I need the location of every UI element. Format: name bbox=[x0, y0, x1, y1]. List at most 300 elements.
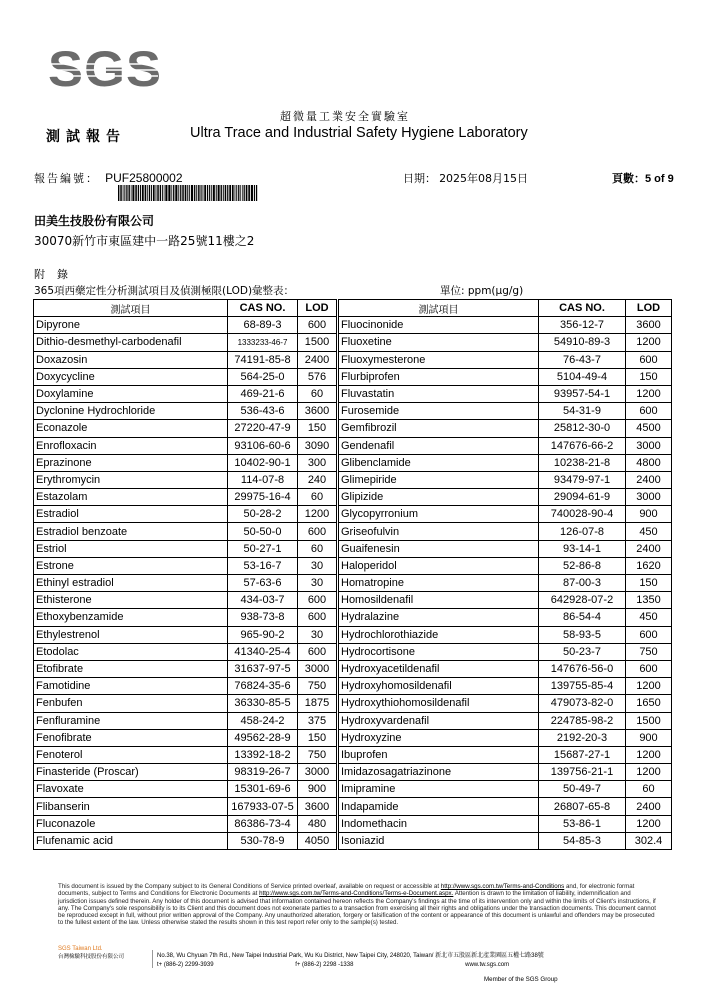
test-item: Griseofulvin bbox=[338, 523, 539, 540]
lod-value: 3090 bbox=[298, 437, 338, 454]
barcode-bar bbox=[218, 185, 220, 201]
terms-link[interactable]: http://www.sgs.com.tw/Terms-and-Conditions bbox=[440, 883, 565, 890]
test-item: Erythromycin bbox=[34, 471, 228, 488]
footer-disclaimer bbox=[58, 883, 658, 927]
barcode-bar bbox=[187, 185, 188, 201]
test-item: Fenfluramine bbox=[34, 712, 228, 729]
barcode-bar bbox=[132, 185, 134, 201]
table-row bbox=[34, 746, 672, 763]
table-row bbox=[34, 660, 672, 677]
lod-value: 300 bbox=[298, 454, 338, 471]
date-value: 2025年08月15日 bbox=[439, 172, 529, 185]
barcode-bar bbox=[128, 185, 129, 201]
test-item: Glipizide bbox=[338, 489, 539, 506]
cas-number: 458-24-2 bbox=[228, 712, 298, 729]
table-row bbox=[34, 368, 672, 385]
lod-value: 900 bbox=[626, 729, 672, 746]
header-lod: LOD bbox=[626, 300, 672, 317]
cas-number: 76-43-7 bbox=[539, 351, 626, 368]
barcode-bar bbox=[175, 185, 177, 201]
lod-value: 60 bbox=[298, 385, 338, 402]
lod-value: 4500 bbox=[626, 420, 672, 437]
lod-value: 60 bbox=[298, 489, 338, 506]
lod-value: 600 bbox=[298, 643, 338, 660]
test-item: Haloperidol bbox=[338, 557, 539, 574]
barcode-bar bbox=[227, 185, 228, 201]
test-item: Ethoxybenzamide bbox=[34, 609, 228, 626]
test-item: Glibenclamide bbox=[338, 454, 539, 471]
barcode-bar bbox=[147, 185, 148, 201]
barcode-bar bbox=[135, 185, 137, 201]
table-row bbox=[34, 317, 672, 334]
cas-number: 49562-28-9 bbox=[228, 729, 298, 746]
cas-number: 53-16-7 bbox=[228, 557, 298, 574]
barcode-bar bbox=[213, 185, 215, 201]
barcode-bar bbox=[235, 185, 236, 201]
report-number-label: 報告編號： bbox=[34, 172, 99, 185]
lod-value: 3600 bbox=[298, 403, 338, 420]
cas-number: 50-23-7 bbox=[539, 643, 626, 660]
cas-number: 5104-49-4 bbox=[539, 368, 626, 385]
lod-value: 900 bbox=[298, 781, 338, 798]
cas-number: 1333233-46-7 bbox=[228, 334, 298, 351]
lod-value: 4800 bbox=[626, 454, 672, 471]
cas-number: 68-89-3 bbox=[228, 317, 298, 334]
lod-value: 600 bbox=[298, 609, 338, 626]
fax-number: f+ (886-2) 2298 -1338 bbox=[295, 962, 354, 968]
lod-value: 1650 bbox=[626, 695, 672, 712]
test-item: Isoniazid bbox=[338, 832, 539, 849]
lod-value: 1875 bbox=[298, 695, 338, 712]
test-item: Ethinyl estradiol bbox=[34, 575, 228, 592]
cas-number: 58-93-5 bbox=[539, 626, 626, 643]
cas-number: 10402-90-1 bbox=[228, 454, 298, 471]
lod-value: 3000 bbox=[298, 764, 338, 781]
lod-value: 1500 bbox=[298, 334, 338, 351]
cas-number: 126-07-8 bbox=[539, 523, 626, 540]
cas-number: 57-63-6 bbox=[228, 575, 298, 592]
barcode-bar bbox=[182, 185, 183, 201]
lod-value: 480 bbox=[298, 815, 338, 832]
barcode-bar bbox=[178, 185, 179, 201]
barcode-bar bbox=[194, 185, 195, 201]
cas-number: 50-50-0 bbox=[228, 523, 298, 540]
cas-number: 139755-85-4 bbox=[539, 678, 626, 695]
table-row bbox=[34, 781, 672, 798]
barcode-bar bbox=[221, 185, 222, 201]
test-item: Etodolac bbox=[34, 643, 228, 660]
table-row bbox=[34, 557, 672, 574]
company-name-en: SGS Taiwan Ltd. bbox=[58, 946, 103, 952]
test-item: Eprazinone bbox=[34, 454, 228, 471]
test-item: Guaifenesin bbox=[338, 540, 539, 557]
lod-value: 750 bbox=[626, 643, 672, 660]
cas-number: 93-14-1 bbox=[539, 540, 626, 557]
header-test-item: 測試項目 bbox=[34, 300, 228, 317]
lod-value: 600 bbox=[298, 523, 338, 540]
test-item: Flurbiprofen bbox=[338, 368, 539, 385]
test-item: Flibanserin bbox=[34, 798, 228, 815]
lod-value: 3000 bbox=[298, 660, 338, 677]
lod-value: 450 bbox=[626, 523, 672, 540]
lod-value: 1200 bbox=[626, 678, 672, 695]
barcode-bar bbox=[189, 185, 190, 201]
company-address: No.38, Wu Chyuan 7th Rd., New Taipei Industrial Park, Wu Ku District, New Taipei City, 248020, Taiwan/ 新北市五股區新北產業園區五權七路38號 bbox=[157, 953, 544, 959]
test-item: Fenofibrate bbox=[34, 729, 228, 746]
table-row bbox=[34, 523, 672, 540]
cas-number: 26807-65-8 bbox=[539, 798, 626, 815]
test-item: Enrofloxacin bbox=[34, 437, 228, 454]
table-row bbox=[34, 592, 672, 609]
barcode-bar bbox=[229, 185, 231, 201]
test-item: Etofibrate bbox=[34, 660, 228, 677]
cas-number: 86386-73-4 bbox=[228, 815, 298, 832]
lod-value: 1200 bbox=[626, 764, 672, 781]
table-row bbox=[34, 729, 672, 746]
cas-number: 356-12-7 bbox=[539, 317, 626, 334]
cas-number: 15687-27-1 bbox=[539, 746, 626, 763]
terms-e-document-link[interactable]: http://www.sgs.com.tw/Terms-and-Conditions/Terms-e-Document.aspx. bbox=[259, 890, 454, 898]
test-item: Hydroxyzine bbox=[338, 729, 539, 746]
barcode-bar bbox=[223, 185, 224, 201]
barcode-bar bbox=[120, 185, 121, 201]
lod-value: 240 bbox=[298, 471, 338, 488]
lod-value: 30 bbox=[298, 575, 338, 592]
test-item: Famotidine bbox=[34, 678, 228, 695]
cas-number: 36330-85-5 bbox=[228, 695, 298, 712]
barcode-bar bbox=[180, 185, 181, 201]
cas-number: 93106-60-6 bbox=[228, 437, 298, 454]
lod-value: 2400 bbox=[626, 540, 672, 557]
table-row bbox=[34, 832, 672, 849]
barcode-bar bbox=[131, 185, 132, 201]
lod-value: 450 bbox=[626, 609, 672, 626]
barcode-bar bbox=[168, 185, 170, 201]
cas-number: 53-86-1 bbox=[539, 815, 626, 832]
cas-number: 469-21-6 bbox=[228, 385, 298, 402]
table-row bbox=[34, 506, 672, 523]
cas-number: 86-54-4 bbox=[539, 609, 626, 626]
test-item: Dyclonine Hydrochloride bbox=[34, 403, 228, 420]
cas-number: 965-90-2 bbox=[228, 626, 298, 643]
client-name: 田美生技股份有限公司 bbox=[34, 214, 155, 228]
disclaimer-text-1: This document is issued by the Company subject to its General Conditions of Service printed overleaf, available on request or accessible at bbox=[58, 883, 441, 890]
test-item: Doxylamine bbox=[34, 385, 228, 402]
lab-name-en: Ultra Trace and Industrial Safety Hygiene Laboratory bbox=[190, 125, 528, 141]
test-item: Doxazosin bbox=[34, 351, 228, 368]
lod-value: 2400 bbox=[626, 471, 672, 488]
cas-number: 98319-26-7 bbox=[228, 764, 298, 781]
lod-value: 2400 bbox=[298, 351, 338, 368]
report-number bbox=[34, 170, 183, 186]
cas-number: 54-85-3 bbox=[539, 832, 626, 849]
table-row bbox=[34, 815, 672, 832]
barcode-bar bbox=[201, 185, 202, 201]
barcode-bar bbox=[160, 185, 161, 201]
test-item: Homosildenafil bbox=[338, 592, 539, 609]
barcode-bar bbox=[198, 185, 199, 201]
test-item: Ethisterone bbox=[34, 592, 228, 609]
company-name-cn: 台灣檢驗科技股份有限公司 bbox=[58, 954, 125, 960]
cas-number: 54-31-9 bbox=[539, 403, 626, 420]
barcode-bar bbox=[157, 185, 158, 201]
barcode-bar bbox=[216, 185, 217, 201]
barcode-bar bbox=[248, 185, 250, 201]
barcode-bar bbox=[242, 185, 243, 201]
barcode-bar bbox=[173, 185, 174, 201]
test-item: Estradiol benzoate bbox=[34, 523, 228, 540]
barcode-bar bbox=[124, 185, 125, 201]
test-item: Fluconazole bbox=[34, 815, 228, 832]
lod-value: 750 bbox=[298, 678, 338, 695]
phone-number: t+ (886-2) 2299-3939 bbox=[157, 962, 214, 968]
lod-value: 1200 bbox=[626, 746, 672, 763]
cas-number: 139756-21-1 bbox=[539, 764, 626, 781]
cas-number: 41340-25-4 bbox=[228, 643, 298, 660]
table-row bbox=[34, 643, 672, 660]
barcode-bar bbox=[149, 185, 150, 201]
website: www.tw.sgs.com bbox=[465, 962, 510, 968]
lod-value: 4050 bbox=[298, 832, 338, 849]
barcode-bar bbox=[118, 185, 119, 201]
cas-number: 50-49-7 bbox=[539, 781, 626, 798]
barcode-bar bbox=[165, 185, 167, 201]
header-test-item: 測試項目 bbox=[338, 300, 539, 317]
lod-value: 1200 bbox=[298, 506, 338, 523]
barcode-bar bbox=[126, 185, 127, 201]
cas-number: 54910-89-3 bbox=[539, 334, 626, 351]
table-row bbox=[34, 678, 672, 695]
barcode-bar bbox=[225, 185, 227, 201]
test-item: Estradiol bbox=[34, 506, 228, 523]
lod-value: 600 bbox=[298, 592, 338, 609]
report-date bbox=[403, 170, 528, 186]
test-item: Homatropine bbox=[338, 575, 539, 592]
header-cas-no: CAS NO. bbox=[228, 300, 298, 317]
test-item: Flavoxate bbox=[34, 781, 228, 798]
test-item: Ethylestrenol bbox=[34, 626, 228, 643]
test-item: Hydroxyhomosildenafil bbox=[338, 678, 539, 695]
barcode-bar bbox=[254, 185, 255, 201]
test-item: Hydroxyacetildenafil bbox=[338, 660, 539, 677]
table-row bbox=[34, 712, 672, 729]
cas-number: 642928-07-2 bbox=[539, 592, 626, 609]
barcode-bar bbox=[145, 185, 147, 201]
table-row bbox=[34, 385, 672, 402]
cas-number: 147676-56-0 bbox=[539, 660, 626, 677]
test-item: Hydroxythiohomosildenafil bbox=[338, 695, 539, 712]
test-item: Finasteride (Proscar) bbox=[34, 764, 228, 781]
test-item: Fluocinonide bbox=[338, 317, 539, 334]
disclaimer-text-2: and, for electronic format documents, subject to Terms and Conditions for Electronic Documents at bbox=[58, 883, 635, 898]
lod-value: 1200 bbox=[626, 815, 672, 832]
disclaimer-text-3: Attention is drawn to the limitation of liability, indemnification and jurisdiction issues defined therein. Any holder of this document is advised that information contained hereon reflects the Company's findings at the time of its intervention only and within the limits of Client's instructions, if any. The Company's sole responsibility is to its Client and this document does not exonerate parties to a transaction from exercising all their rights and obligations under the transaction documents. This document cannot be reproduced except in full, without prior written approval of the Company. Any unauthorized alteration, forgery or falsification of the content or appearance of this document is unlawful and offenders may be prosecuted to the fullest extent of the law. Unless otherwise stated the results shown in this test report refer only to the sample(s) tested. bbox=[58, 890, 656, 927]
barcode-bar bbox=[142, 185, 144, 201]
test-item: Imidazosagatriazinone bbox=[338, 764, 539, 781]
test-item: Hydrocortisone bbox=[338, 643, 539, 660]
table-row bbox=[34, 403, 672, 420]
lod-value: 30 bbox=[298, 626, 338, 643]
lod-table bbox=[33, 299, 672, 850]
barcode-bar bbox=[256, 185, 257, 201]
barcode bbox=[118, 185, 258, 201]
report-number-value: PUF25800002 bbox=[105, 171, 183, 185]
header-cas-no: CAS NO. bbox=[539, 300, 626, 317]
table-row bbox=[34, 609, 672, 626]
report-title-cn: 測試報告 bbox=[46, 129, 126, 145]
lod-value: 60 bbox=[626, 781, 672, 798]
cas-number: 479073-82-0 bbox=[539, 695, 626, 712]
lod-value: 150 bbox=[298, 729, 338, 746]
barcode-bar bbox=[246, 185, 248, 201]
test-item: Fenbufen bbox=[34, 695, 228, 712]
lod-value: 600 bbox=[626, 403, 672, 420]
lod-value: 3000 bbox=[626, 489, 672, 506]
barcode-bar bbox=[240, 185, 241, 201]
lod-value: 600 bbox=[626, 660, 672, 677]
cas-number: 93957-54-1 bbox=[539, 385, 626, 402]
table-row bbox=[34, 437, 672, 454]
cas-number: 224785-98-2 bbox=[539, 712, 626, 729]
lod-value: 302.4 bbox=[626, 832, 672, 849]
lod-value: 1200 bbox=[626, 385, 672, 402]
barcode-bar bbox=[123, 185, 124, 201]
lod-value: 150 bbox=[626, 368, 672, 385]
table-row bbox=[34, 489, 672, 506]
lod-value: 60 bbox=[298, 540, 338, 557]
lod-value: 600 bbox=[298, 317, 338, 334]
barcode-bar bbox=[140, 185, 141, 201]
table-row bbox=[34, 798, 672, 815]
lod-value: 900 bbox=[626, 506, 672, 523]
cas-number: 938-73-8 bbox=[228, 609, 298, 626]
cas-number: 76824-35-6 bbox=[228, 678, 298, 695]
lod-value: 1620 bbox=[626, 557, 672, 574]
member-of-sgs: Member of the SGS Group bbox=[484, 976, 558, 983]
cas-number: 114-07-8 bbox=[228, 471, 298, 488]
cas-number: 10238-21-8 bbox=[539, 454, 626, 471]
logo-lines bbox=[48, 60, 158, 80]
table-row bbox=[34, 764, 672, 781]
lod-value: 1350 bbox=[626, 592, 672, 609]
cas-number: 93479-97-1 bbox=[539, 471, 626, 488]
test-item: Estriol bbox=[34, 540, 228, 557]
cas-number: 2192-20-3 bbox=[539, 729, 626, 746]
cas-number: 29975-16-4 bbox=[228, 489, 298, 506]
lod-value: 576 bbox=[298, 368, 338, 385]
annex-label: 附錄 bbox=[34, 268, 80, 281]
barcode-bar bbox=[191, 185, 193, 201]
barcode-bar bbox=[244, 185, 245, 201]
cas-number: 25812-30-0 bbox=[539, 420, 626, 437]
lod-value: 150 bbox=[298, 420, 338, 437]
barcode-bar bbox=[204, 185, 206, 201]
table-row bbox=[34, 420, 672, 437]
lod-value: 150 bbox=[626, 575, 672, 592]
barcode-bar bbox=[207, 185, 208, 201]
barcode-bar bbox=[203, 185, 204, 201]
test-item: Flufenamic acid bbox=[34, 832, 228, 849]
barcode-bar bbox=[211, 185, 212, 201]
barcode-bar bbox=[209, 185, 210, 201]
table-header-row bbox=[34, 300, 672, 317]
lod-value: 1500 bbox=[626, 712, 672, 729]
barcode-bar bbox=[171, 185, 172, 201]
test-item: Estrone bbox=[34, 557, 228, 574]
cas-number: 52-86-8 bbox=[539, 557, 626, 574]
test-item: Hydroxyvardenafil bbox=[338, 712, 539, 729]
cas-number: 564-25-0 bbox=[228, 368, 298, 385]
table-row bbox=[34, 454, 672, 471]
table-row bbox=[34, 695, 672, 712]
cas-number: 31637-97-5 bbox=[228, 660, 298, 677]
header-lod: LOD bbox=[298, 300, 338, 317]
page-number bbox=[612, 170, 674, 186]
cas-number: 27220-47-9 bbox=[228, 420, 298, 437]
date-label: 日期： bbox=[403, 172, 436, 185]
table-row bbox=[34, 575, 672, 592]
barcode-bar bbox=[162, 185, 163, 201]
test-item: Ibuprofen bbox=[338, 746, 539, 763]
test-item: Fluoxymesterone bbox=[338, 351, 539, 368]
barcode-bar bbox=[196, 185, 197, 201]
page-label: 頁數： bbox=[612, 172, 645, 185]
test-item: Hydrochlorothiazide bbox=[338, 626, 539, 643]
cas-number: 74191-85-8 bbox=[228, 351, 298, 368]
barcode-bar bbox=[156, 185, 157, 201]
page-value: 5 of 9 bbox=[645, 173, 674, 185]
barcode-bar bbox=[251, 185, 253, 201]
barcode-bar bbox=[153, 185, 155, 201]
cas-number: 434-03-7 bbox=[228, 592, 298, 609]
test-item: Glimepiride bbox=[338, 471, 539, 488]
barcode-bar bbox=[238, 185, 239, 201]
test-item: Furosemide bbox=[338, 403, 539, 420]
cas-number: 29094-61-9 bbox=[539, 489, 626, 506]
lod-value: 375 bbox=[298, 712, 338, 729]
barcode-bar bbox=[164, 185, 165, 201]
barcode-bar bbox=[185, 185, 187, 201]
lod-value: 3600 bbox=[298, 798, 338, 815]
lod-value: 30 bbox=[298, 557, 338, 574]
cas-number: 50-27-1 bbox=[228, 540, 298, 557]
test-item: Fluoxetine bbox=[338, 334, 539, 351]
unit-label: 單位: ppm(μg/g) bbox=[440, 285, 524, 297]
cas-number: 147676-66-2 bbox=[539, 437, 626, 454]
lod-value: 3000 bbox=[626, 437, 672, 454]
table-row bbox=[34, 540, 672, 557]
lod-value: 750 bbox=[298, 746, 338, 763]
barcode-bar bbox=[232, 185, 234, 201]
cas-number: 13392-18-2 bbox=[228, 746, 298, 763]
table-row bbox=[34, 626, 672, 643]
test-item: Fluvastatin bbox=[338, 385, 539, 402]
sgs-logo: SGS bbox=[48, 41, 163, 97]
test-item: Indomethacin bbox=[338, 815, 539, 832]
barcode-bar bbox=[151, 185, 152, 201]
lod-value: 600 bbox=[626, 626, 672, 643]
cas-number: 50-28-2 bbox=[228, 506, 298, 523]
cas-number: 15301-69-6 bbox=[228, 781, 298, 798]
barcode-bar bbox=[138, 185, 139, 201]
cas-number: 740028-90-4 bbox=[539, 506, 626, 523]
lod-value: 3600 bbox=[626, 317, 672, 334]
test-item: Dipyrone bbox=[34, 317, 228, 334]
cas-number: 87-00-3 bbox=[539, 575, 626, 592]
barcode-bar bbox=[236, 185, 237, 201]
test-item: Doxycycline bbox=[34, 368, 228, 385]
test-item: Hydralazine bbox=[338, 609, 539, 626]
